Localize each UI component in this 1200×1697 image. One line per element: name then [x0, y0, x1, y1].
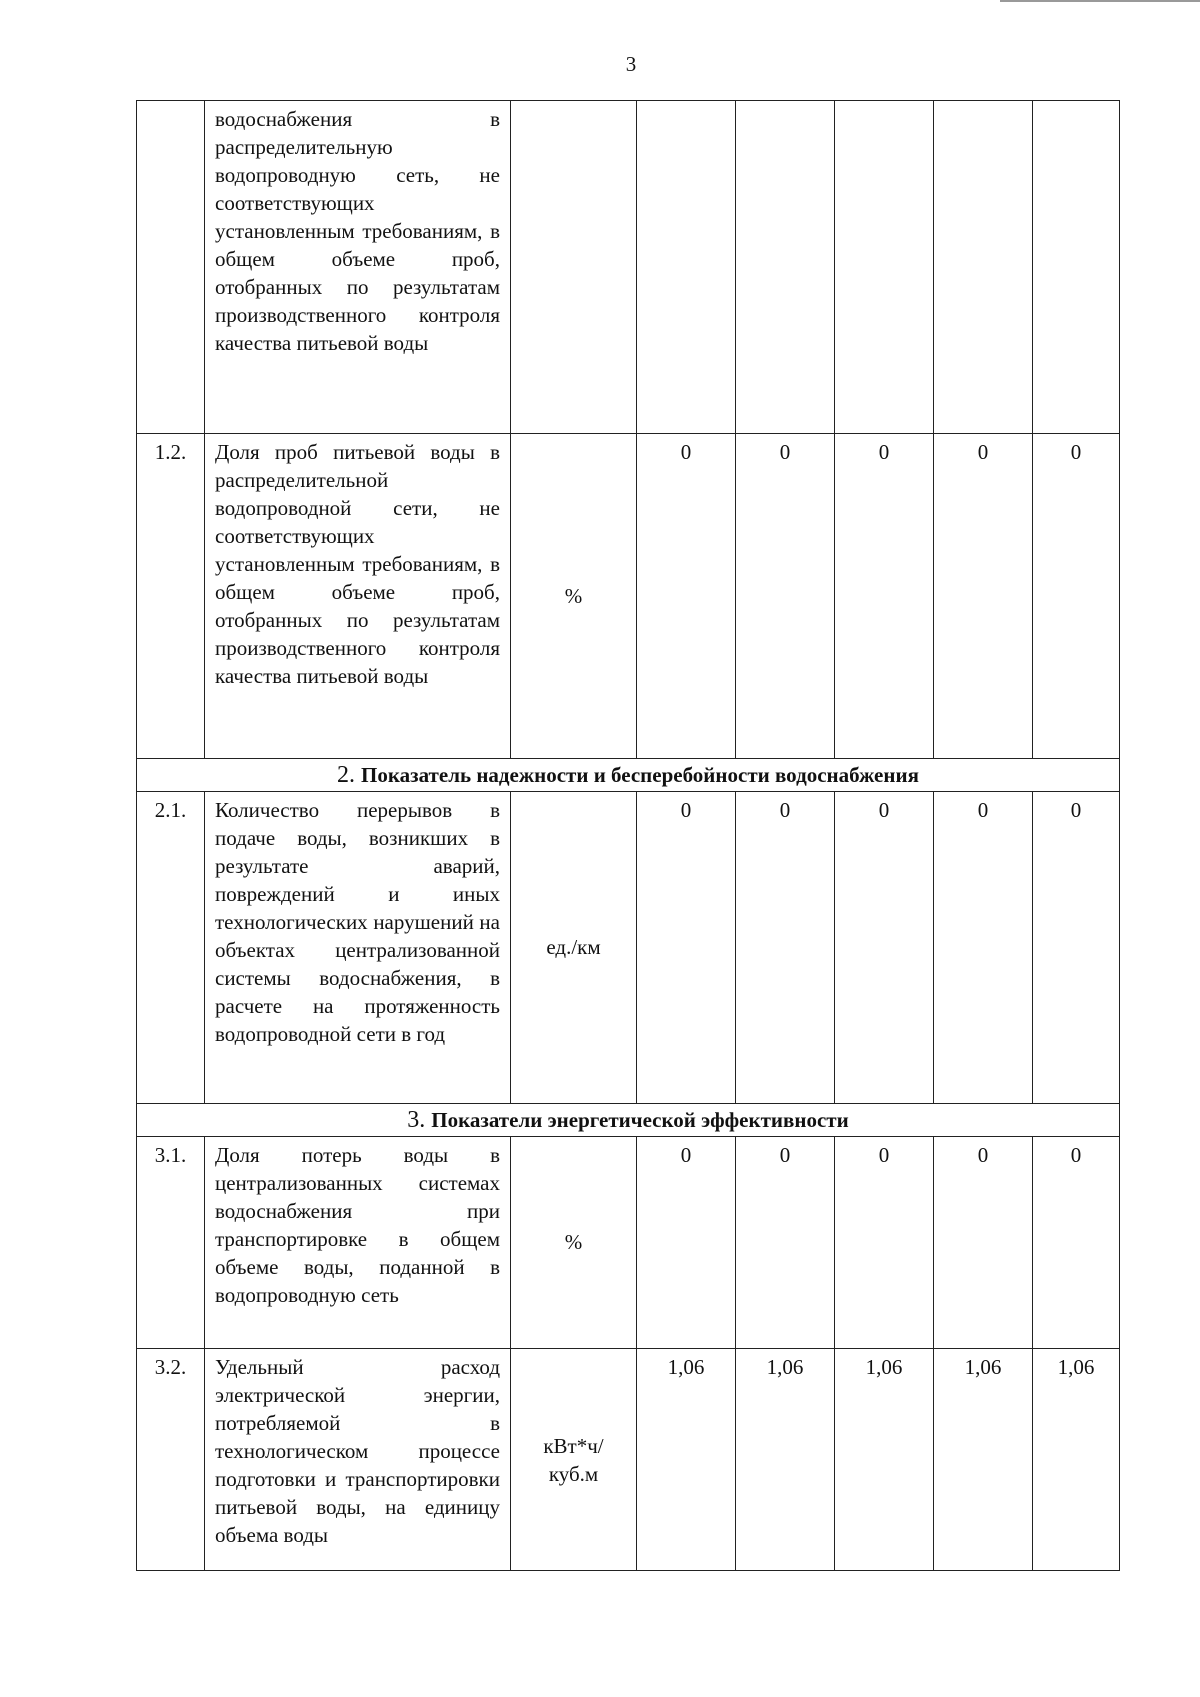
unit-of-measure: %	[511, 434, 637, 759]
table-row	[137, 434, 1120, 759]
section-header-row	[137, 759, 1120, 792]
row-number: 3.1.	[137, 1137, 205, 1349]
year-value-2: 0	[736, 792, 835, 1104]
year-value-4: 0	[934, 434, 1033, 759]
indicators-table	[136, 100, 1120, 1571]
unit-of-measure: ед./км	[511, 792, 637, 1104]
page-number: 3	[625, 52, 637, 76]
year-value-1: 1,06	[637, 1349, 736, 1571]
section-header-row	[137, 1104, 1120, 1137]
row-number: 2.1.	[137, 792, 205, 1104]
table-row	[137, 1349, 1120, 1571]
year-value-5: 1,06	[1033, 1349, 1120, 1571]
year-value-3: 0	[835, 434, 934, 759]
section-title-text: Показатели энергетической эффективности	[431, 1107, 849, 1132]
unit-of-measure	[511, 101, 637, 434]
year-value-4: 1,06	[934, 1349, 1033, 1571]
table-row	[137, 101, 1120, 434]
section-number: 3.	[407, 1106, 432, 1133]
year-value-5: 0	[1033, 434, 1120, 759]
year-value-1: 0	[637, 792, 736, 1104]
year-value-1: 0	[637, 434, 736, 759]
indicator-description: Удельный расход электрической энергии, потребляемой в технологическом процессе подготовки и транспортировки питьевой воды, на единицу объема воды	[205, 1349, 511, 1571]
scan-edge	[1000, 0, 1200, 2]
year-value-2: 0	[736, 434, 835, 759]
unit-of-measure: кВт*ч/ куб.м	[511, 1349, 637, 1571]
indicator-description: водоснабжения в распределительную водопроводную сеть, не соответствующих установленным требованиям, в общем объеме проб, отобранных по результатам производственного контроля качества питьевой воды	[205, 101, 511, 434]
row-number: 3.2.	[137, 1349, 205, 1571]
section-title-text: Показатель надежности и бесперебойности водоснабжения	[361, 762, 919, 787]
indicator-description: Доля потерь воды в централизованных системах водоснабжения при транспортировке в общем объеме воды, поданной в водопроводную сеть	[205, 1137, 511, 1349]
year-value-1: 0	[637, 1137, 736, 1349]
table-row	[137, 792, 1120, 1104]
indicator-description: Доля проб питьевой воды в распределительной водопроводной сети, не соответствующих установленным требованиям, в общем объеме проб, отобранных по результатам производственного контроля качества питьевой воды	[205, 434, 511, 759]
indicator-description: Количество перерывов в подаче воды, возникших в результате аварий, повреждений и иных технологических нарушений на объектах централизованной системы водоснабжения, в расчете на протяженность водопроводной сети в год	[205, 792, 511, 1104]
year-value-4	[934, 101, 1033, 434]
year-value-4: 0	[934, 1137, 1033, 1349]
row-number	[137, 101, 205, 434]
year-value-5: 0	[1033, 792, 1120, 1104]
section-title	[137, 759, 1120, 792]
year-value-3: 1,06	[835, 1349, 934, 1571]
year-value-5: 0	[1033, 1137, 1120, 1349]
year-value-5	[1033, 101, 1120, 434]
section-title	[137, 1104, 1120, 1137]
year-value-2: 0	[736, 1137, 835, 1349]
year-value-2: 1,06	[736, 1349, 835, 1571]
year-value-3: 0	[835, 792, 934, 1104]
table-row	[137, 1137, 1120, 1349]
year-value-4: 0	[934, 792, 1033, 1104]
year-value-3: 0	[835, 1137, 934, 1349]
year-value-2	[736, 101, 835, 434]
section-number: 2.	[337, 761, 362, 788]
year-value-3	[835, 101, 934, 434]
row-number: 1.2.	[137, 434, 205, 759]
unit-of-measure: %	[511, 1137, 637, 1349]
year-value-1	[637, 101, 736, 434]
